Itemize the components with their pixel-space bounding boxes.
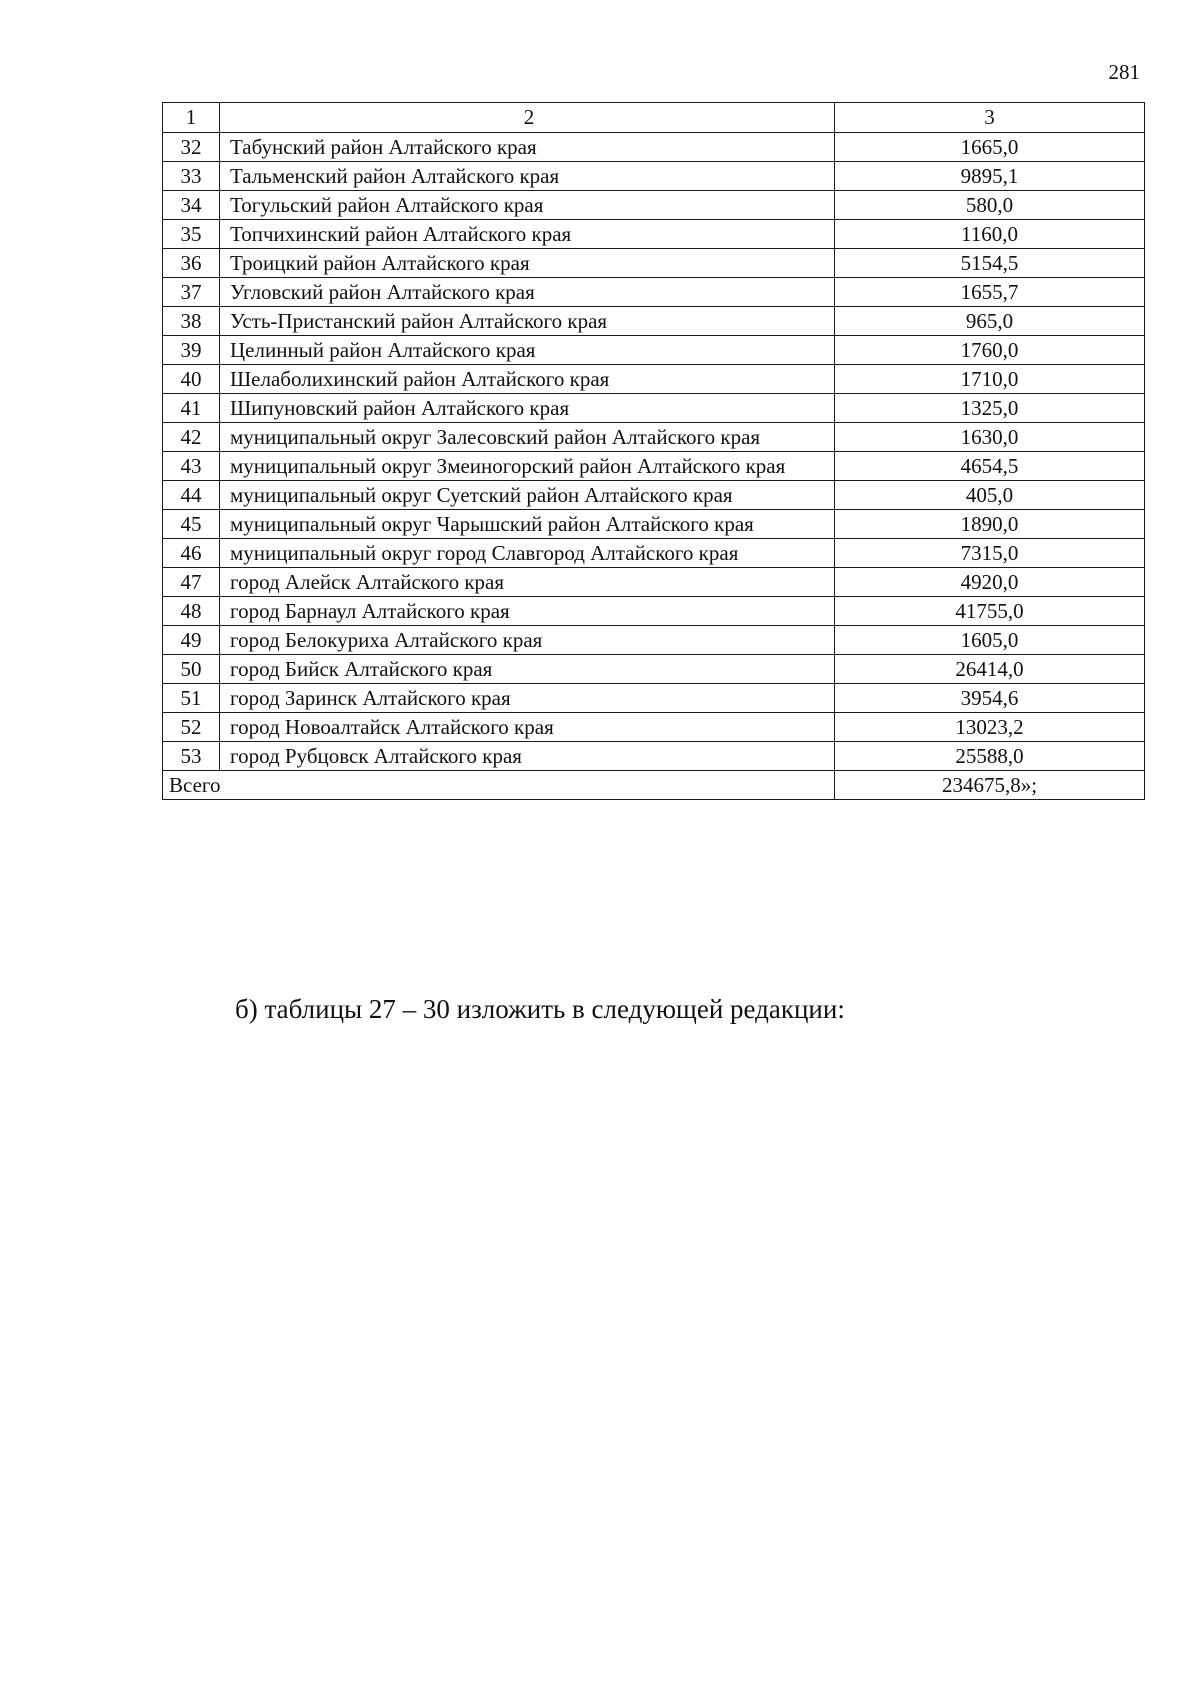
row-number: 36 — [163, 249, 220, 278]
table-row — [163, 365, 1145, 394]
row-value: 1710,0 — [835, 365, 1145, 394]
table-row — [163, 742, 1145, 771]
total-value: 234675,8»; — [835, 771, 1145, 800]
table-row — [163, 220, 1145, 249]
table-row — [163, 278, 1145, 307]
row-value: 3954,6 — [835, 684, 1145, 713]
row-value: 580,0 — [835, 191, 1145, 220]
row-number: 40 — [163, 365, 220, 394]
row-value: 1160,0 — [835, 220, 1145, 249]
table-row — [163, 597, 1145, 626]
row-number: 44 — [163, 481, 220, 510]
row-number: 47 — [163, 568, 220, 597]
row-value: 1760,0 — [835, 336, 1145, 365]
column-header: 1 — [163, 103, 220, 133]
page-number: 281 — [1108, 60, 1140, 84]
row-name: муниципальный округ город Славгород Алтайского края — [220, 539, 835, 568]
row-value: 1605,0 — [835, 626, 1145, 655]
row-value: 41755,0 — [835, 597, 1145, 626]
table-row — [163, 394, 1145, 423]
row-number: 51 — [163, 684, 220, 713]
table-body — [163, 133, 1145, 771]
row-number: 49 — [163, 626, 220, 655]
table-row — [163, 249, 1145, 278]
row-value: 405,0 — [835, 481, 1145, 510]
table-row — [163, 162, 1145, 191]
row-name: Угловский район Алтайского края — [220, 278, 835, 307]
table-row — [163, 626, 1145, 655]
table-row — [163, 336, 1145, 365]
row-value: 25588,0 — [835, 742, 1145, 771]
row-value: 7315,0 — [835, 539, 1145, 568]
row-number: 33 — [163, 162, 220, 191]
row-name: город Барнаул Алтайского края — [220, 597, 835, 626]
row-name: город Заринск Алтайского края — [220, 684, 835, 713]
row-name: город Рубцовск Алтайского края — [220, 742, 835, 771]
row-value: 13023,2 — [835, 713, 1145, 742]
row-number: 38 — [163, 307, 220, 336]
table-row — [163, 510, 1145, 539]
table-header-row — [163, 103, 1145, 133]
row-number: 35 — [163, 220, 220, 249]
row-number: 43 — [163, 452, 220, 481]
row-name: Топчихинский район Алтайского края — [220, 220, 835, 249]
data-table — [162, 102, 1145, 800]
row-name: Шипуновский район Алтайского края — [220, 394, 835, 423]
total-row — [163, 771, 1145, 800]
row-name: Тальменский район Алтайского края — [220, 162, 835, 191]
row-name: муниципальный округ Залесовский район Алтайского края — [220, 423, 835, 452]
column-header: 2 — [220, 103, 835, 133]
total-label: Всего — [163, 771, 835, 800]
row-number: 48 — [163, 597, 220, 626]
row-name: Троицкий район Алтайского края — [220, 249, 835, 278]
row-name: Тогульский район Алтайского края — [220, 191, 835, 220]
row-number: 37 — [163, 278, 220, 307]
column-header: 3 — [835, 103, 1145, 133]
row-value: 1665,0 — [835, 133, 1145, 162]
table-row — [163, 568, 1145, 597]
row-value: 1890,0 — [835, 510, 1145, 539]
row-name: Усть-Пристанский район Алтайского края — [220, 307, 835, 336]
row-value: 4654,5 — [835, 452, 1145, 481]
footer-text: б) таблицы 27 – 30 изложить в следующей редакции: — [235, 994, 845, 1024]
row-number: 39 — [163, 336, 220, 365]
row-number: 52 — [163, 713, 220, 742]
row-value: 26414,0 — [835, 655, 1145, 684]
row-number: 41 — [163, 394, 220, 423]
row-number: 50 — [163, 655, 220, 684]
row-number: 42 — [163, 423, 220, 452]
table-row — [163, 539, 1145, 568]
table-row — [163, 307, 1145, 336]
row-name: Табунский район Алтайского края — [220, 133, 835, 162]
row-name: город Белокуриха Алтайского края — [220, 626, 835, 655]
row-value: 4920,0 — [835, 568, 1145, 597]
table-row — [163, 481, 1145, 510]
row-number: 32 — [163, 133, 220, 162]
table-row — [163, 655, 1145, 684]
table-row — [163, 452, 1145, 481]
row-number: 53 — [163, 742, 220, 771]
row-value: 1325,0 — [835, 394, 1145, 423]
row-number: 45 — [163, 510, 220, 539]
row-number: 46 — [163, 539, 220, 568]
row-value: 1655,7 — [835, 278, 1145, 307]
row-value: 9895,1 — [835, 162, 1145, 191]
table-row — [163, 713, 1145, 742]
row-value: 5154,5 — [835, 249, 1145, 278]
table-row — [163, 423, 1145, 452]
row-name: муниципальный округ Суетский район Алтайского края — [220, 481, 835, 510]
table-row — [163, 191, 1145, 220]
row-name: город Бийск Алтайского края — [220, 655, 835, 684]
table-row — [163, 684, 1145, 713]
row-name: Целинный район Алтайского края — [220, 336, 835, 365]
row-name: город Алейск Алтайского края — [220, 568, 835, 597]
table-row — [163, 133, 1145, 162]
row-number: 34 — [163, 191, 220, 220]
row-name: муниципальный округ Чарышский район Алтайского края — [220, 510, 835, 539]
row-value: 965,0 — [835, 307, 1145, 336]
row-value: 1630,0 — [835, 423, 1145, 452]
row-name: Шелаболихинский район Алтайского края — [220, 365, 835, 394]
row-name: муниципальный округ Змеиногорский район Алтайского края — [220, 452, 835, 481]
row-name: город Новоалтайск Алтайского края — [220, 713, 835, 742]
